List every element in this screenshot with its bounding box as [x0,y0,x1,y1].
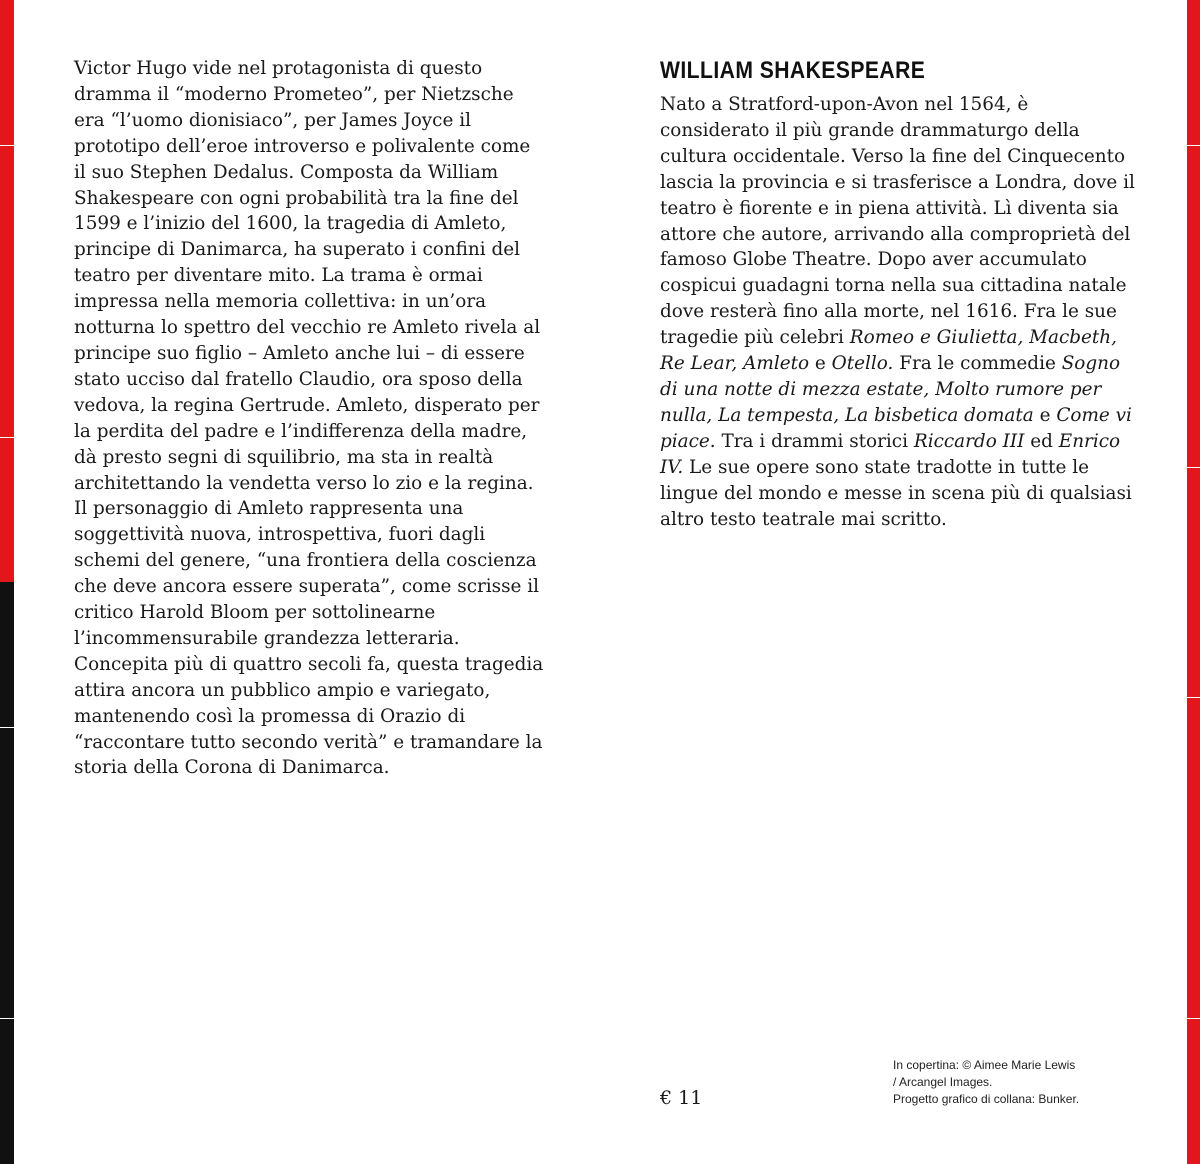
crop-mark [0,1018,14,1019]
left-edge-black-band [0,582,14,1164]
bio-text-segment: Nato a Stratford-upon-Avon nel 1564, è considerato il più grande drammaturgo della cultura occidentale. Verso la fine del Cinquecento lascia la provincia e si trasferisce a Londra, dove il teatro è fiorente e in piena attività. Lì diventa sia attore che autore, arrivando alla comproprietà del famoso Globe Theatre. Dopo aver accumulato cospicui guadagni torna nella sua cittadina natale dove resterà fino alla morte, nel 1616. Fra le sue tragedie più celebri [660,94,1135,349]
author-bio [660,92,1140,532]
crop-mark [0,437,14,438]
crop-mark [1187,697,1200,698]
bio-title-italic: Come vi piace. [660,404,1132,452]
crop-mark [1187,145,1200,146]
bio-title-italic: Romeo e Giulietta, Macbeth, Re Lear, Amleto [660,327,1118,375]
bio-title-italic: Enrico IV. [660,430,1121,478]
crop-mark [0,727,14,728]
bio-text-segment: Fra le commedie [893,353,1062,375]
synopsis-paragraph: Victor Hugo vide nel protagonista di questo dramma il “moderno Prometeo”, per Nietzsche era “l’uomo dionisiaco”, per James Joyce il prototipo dell’eroe introverso e polivalente come il suo Stephen Dedalus. Composta da William Shakespeare con ogni probabilità tra la fine del 1599 e l’inizio del 1600, la tragedia di Amleto, principe di Danimarca, ha superato i confini del teatro per diventare mito. La trama è ormai impressa nella memoria collettiva: in un’ora notturna lo spettro del vecchio re Amleto rivela al principe suo figlio – Amleto anche lui – di essere stato ucciso dal fratello Claudio, ora sposo della vedova, la regina Gertrude. Amleto, disperato per la perdita del padre e l’indifferenza della madre, dà presto segni di squilibrio, ma sta in realtà architettando la vendetta verso lo zio e la regina. Il personaggio di Amleto rappresenta una soggettività nuova, introspettiva, fuori dagli schemi del genere, “una frontiera della coscienza che deve ancora essere superata”, come scrisse il critico Harold Bloom per sottolinearne l’incommensurabile grandezza letteraria. Concepita più di quattro secoli fa, questa tragedia attira ancora un pubblico ampio e variegato, mantenendo così la promessa di Orazio di “raccontare tutto secondo verità” e tramandare la storia della Corona di Danimarca. [74,58,544,779]
bio-text-segment: e [1033,404,1057,426]
price-label: € 11 [660,1087,703,1109]
author-section [660,56,1140,532]
crop-mark [1187,1018,1200,1019]
bio-title-italic: Riccardo III [913,430,1025,452]
right-edge-red-band [1187,0,1200,1164]
crop-mark [1187,467,1200,468]
bio-text-segment: Tra i drammi storici [715,430,914,452]
bio-text-segment: e [809,353,832,375]
bio-text-segment: Le sue opere sono state tradotte in tutte le lingue del mondo e messe in scena più di qualsiasi altro testo teatrale mai scritto. [660,456,1132,530]
credit-line: / Arcangel Images. [893,1075,993,1089]
crop-mark [0,145,14,146]
bio-title-italic: Sogno di una notte di mezza estate, Molto rumore per nulla, La tempesta, La bisbetica domata [660,353,1121,426]
credit-line: Progetto grafico di collana: Bunker. [893,1092,1080,1106]
bio-text-segment: ed [1024,430,1059,452]
credit-line: In copertina: © Aimee Marie Lewis [893,1058,1076,1072]
bio-title-italic: Otello. [831,353,894,375]
left-edge-red-band [0,0,14,582]
cover-credits [893,1057,1113,1108]
author-heading: WILLIAM SHAKESPEARE [660,57,926,84]
